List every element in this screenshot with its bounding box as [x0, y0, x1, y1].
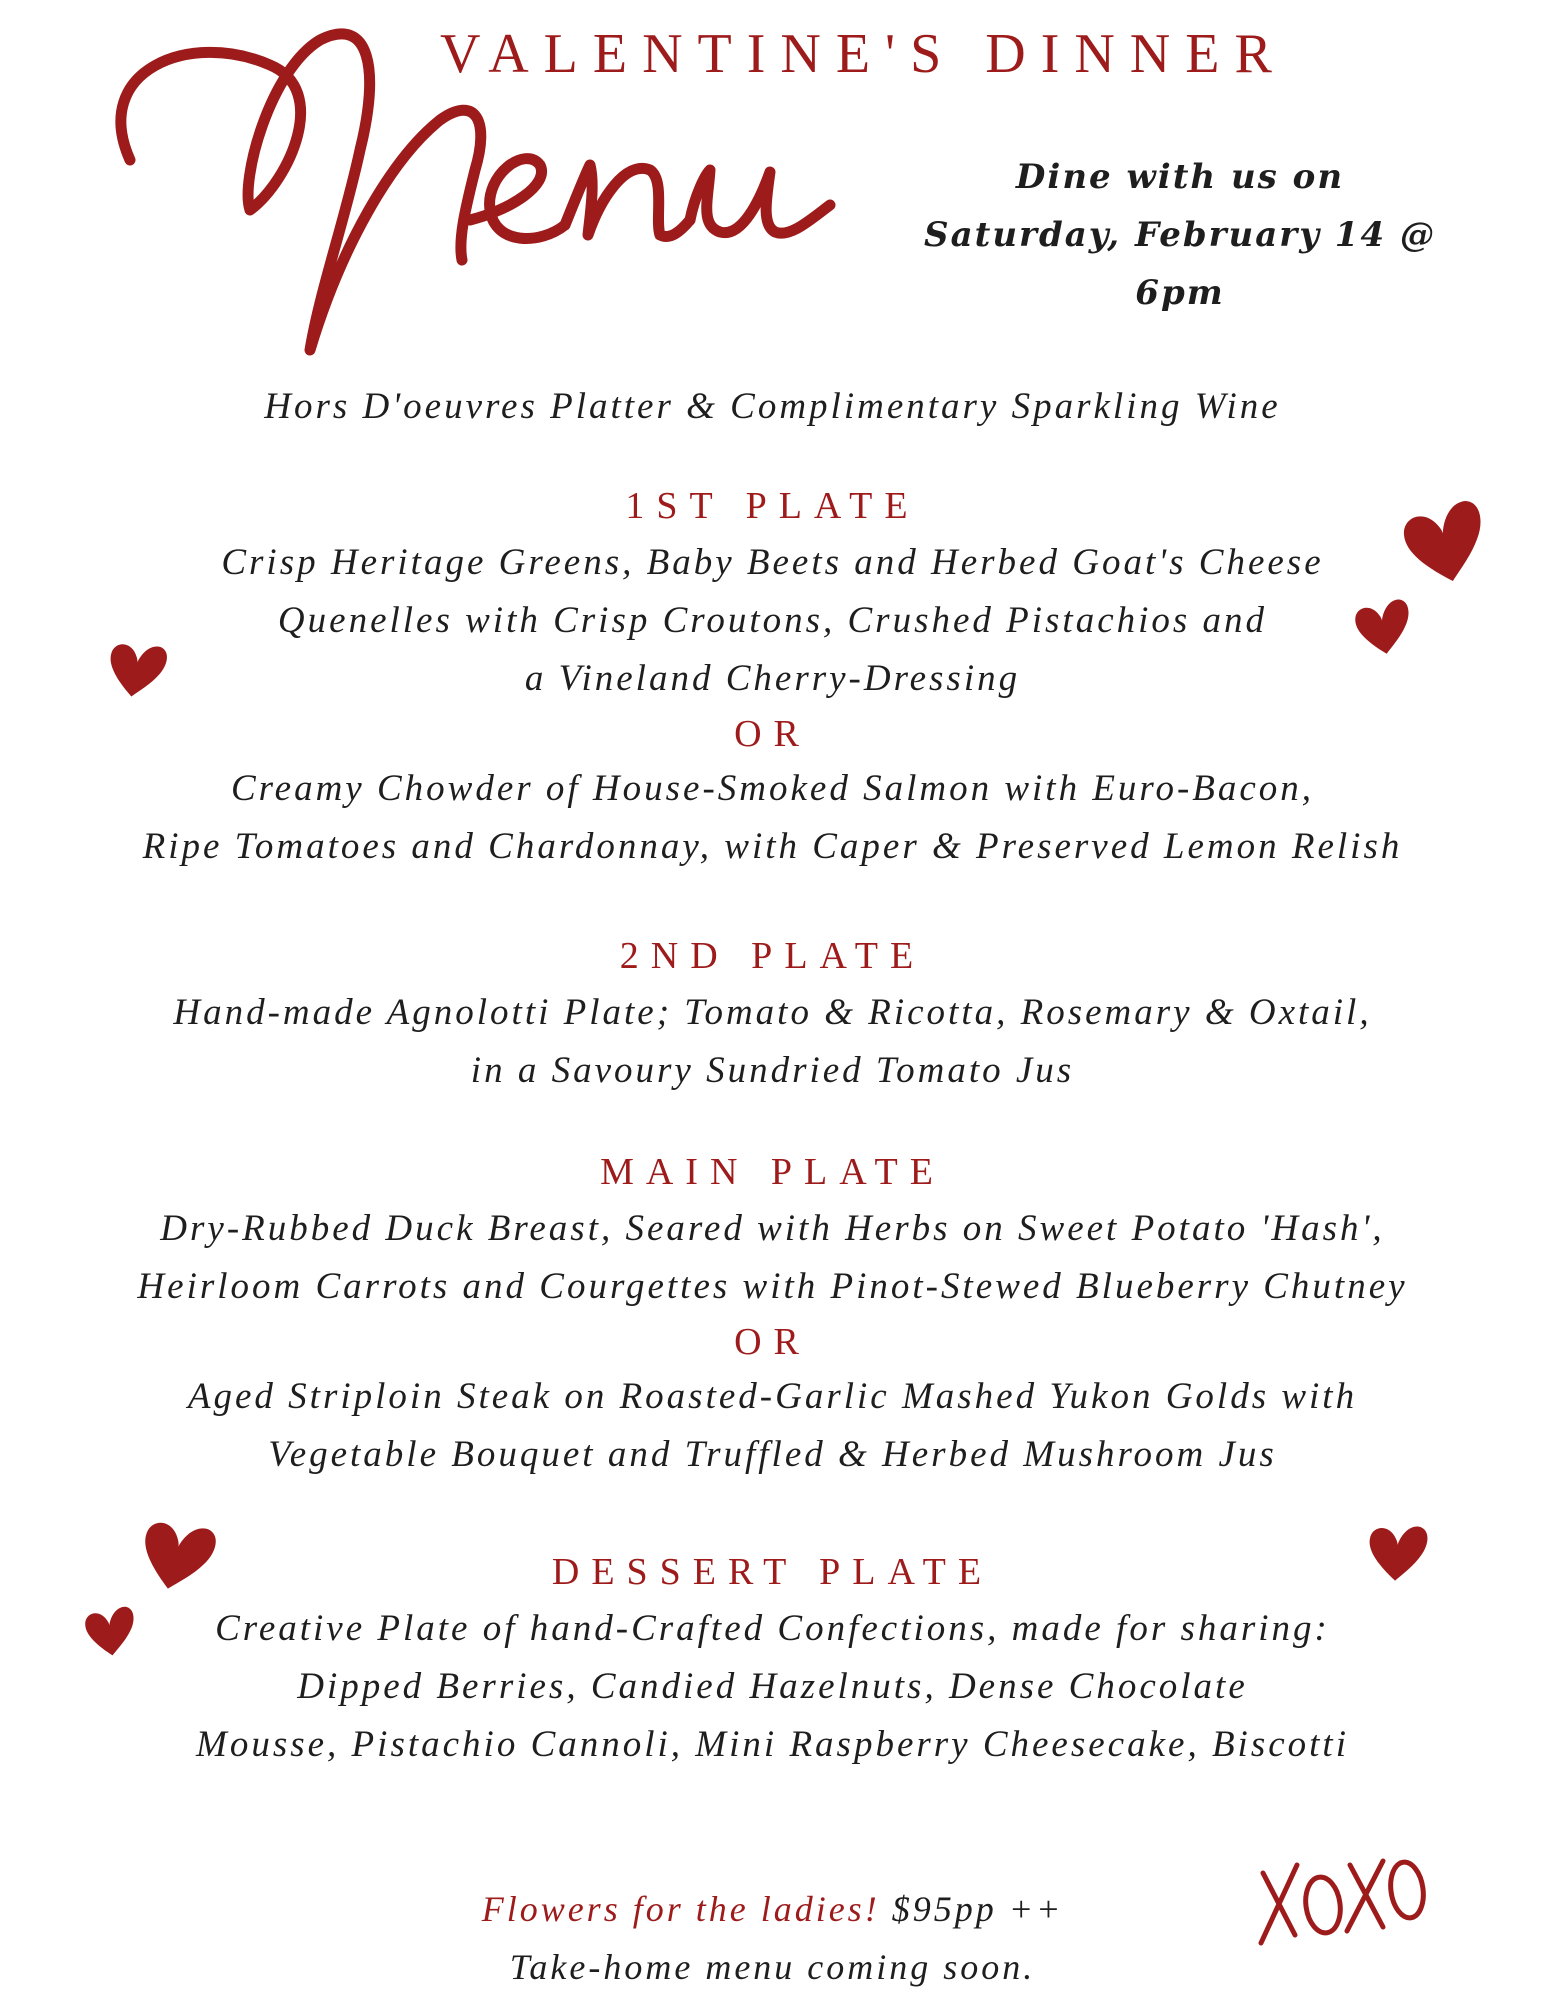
main-plate-option1-line2: Heirloom Carrots and Courgettes with Pinot-Stewed Blueberry Chutney — [137, 1266, 1408, 1307]
heart-icon — [82, 1596, 138, 1668]
main-plate-option2-line1: Aged Striploin Steak on Roasted-Garlic Mashed Yukon Golds with — [187, 1376, 1358, 1417]
price: $95pp ++ — [891, 1889, 1064, 1929]
menu-header-title: VALENTINE'S DINNER — [440, 23, 1287, 85]
heart-icon — [1364, 1518, 1430, 1588]
first-plate-title: 1ST PLATE — [625, 485, 920, 527]
main-plate-option2-line2: Vegetable Bouquet and Truffled & Herbed Mushroom Jus — [268, 1434, 1277, 1475]
main-plate-section — [0, 1144, 1545, 1484]
xoxo-signature-icon — [1255, 1835, 1435, 1950]
first-plate-or: OR — [734, 713, 811, 755]
heart-icon — [136, 1512, 216, 1600]
first-plate-option2-line1: Creamy Chowder of House-Smoked Salmon with Euro-Bacon, — [230, 768, 1315, 809]
intro-line: Hors D'oeuvres Platter & Complimentary Sparkling Wine — [264, 386, 1281, 427]
first-plate-option2-line2: Ripe Tomatoes and Chardonnay, with Caper & Preserved Lemon Relish — [142, 826, 1403, 867]
main-plate-title: MAIN PLATE — [600, 1151, 945, 1193]
first-plate-section — [0, 478, 1545, 876]
dine-line-2: Saturday, February 14 @ 6pm — [924, 215, 1436, 313]
heart-icon — [104, 636, 168, 704]
second-plate-section — [0, 928, 1545, 1100]
dessert-plate-option1-line1: Creative Plate of hand-Crafted Confections, made for sharing: — [215, 1608, 1330, 1649]
first-plate-option1-line2: Quenelles with Crisp Croutons, Crushed Pistachios and — [277, 600, 1268, 641]
takehome-note: Take-home menu coming soon. — [509, 1947, 1036, 1987]
dine-with-us — [880, 148, 1480, 322]
dine-line-1: Dine with us on — [1015, 157, 1345, 197]
heart-icon — [1400, 498, 1490, 590]
second-plate-option1-line2: in a Savoury Sundried Tomato Jus — [470, 1050, 1075, 1091]
dessert-plate-option1-line3: Mousse, Pistachio Cannoli, Mini Raspberry Cheesecake, Biscotti — [196, 1724, 1349, 1765]
dessert-plate-section — [0, 1544, 1545, 1774]
main-plate-option1-line1: Dry-Rubbed Duck Breast, Seared with Herbs on Sweet Potato 'Hash', — [160, 1208, 1385, 1249]
dessert-plate-title: DESSERT PLATE — [551, 1551, 994, 1593]
first-plate-option1-line1: Crisp Heritage Greens, Baby Beets and Herbed Goat's Cheese — [221, 542, 1324, 583]
script-menu-title — [70, 10, 890, 370]
dessert-plate-option1-line2: Dipped Berries, Candied Hazelnuts, Dense Chocolate — [297, 1666, 1248, 1707]
main-plate-or: OR — [734, 1321, 811, 1363]
heart-icon — [1352, 592, 1414, 664]
flowers-note: Flowers for the ladies! — [481, 1889, 880, 1929]
second-plate-option1-line1: Hand-made Agnolotti Plate; Tomato & Ricotta, Rosemary & Oxtail, — [173, 992, 1372, 1033]
first-plate-option1-line3: a Vineland Cherry-Dressing — [524, 658, 1021, 699]
second-plate-title: 2ND PLATE — [619, 935, 926, 977]
